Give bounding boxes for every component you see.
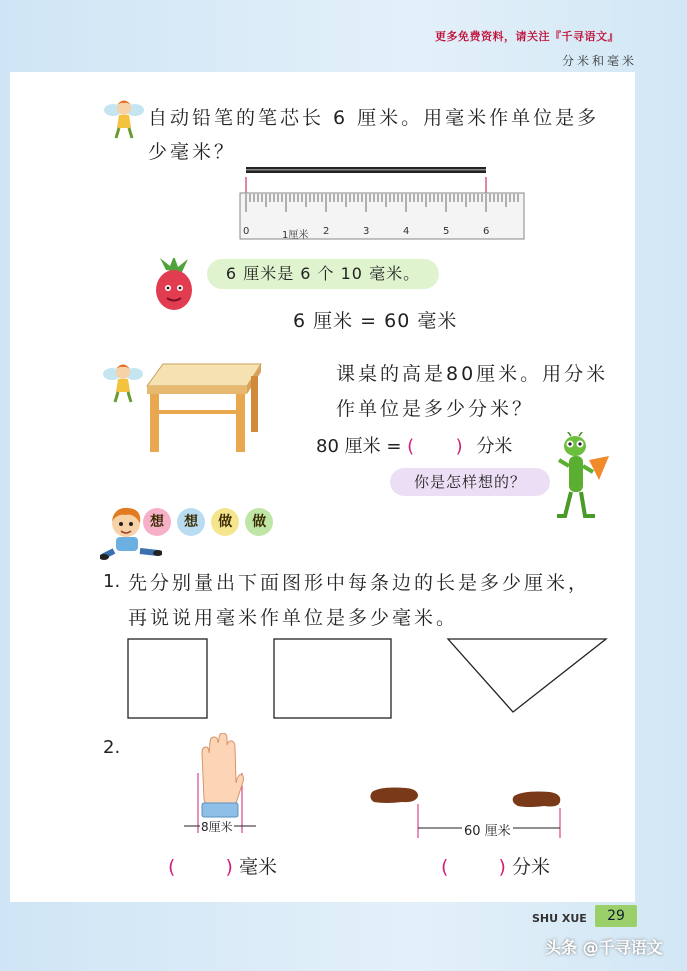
problem1-line1: 自动铅笔的笔芯长 6 厘米。用毫米作单位是多: [148, 107, 600, 129]
desk-illustration: [143, 360, 267, 454]
hand-length-label: 8厘米: [201, 820, 233, 834]
ruler-label-5: 5: [443, 226, 450, 237]
page-number-badge: 29: [595, 905, 637, 927]
rectangle-shape: [274, 639, 391, 718]
problem2-line1: 课桌的高是80厘米。用分米: [336, 363, 609, 385]
footprint-distance-label: 60 厘米: [462, 820, 513, 839]
foot-unit: 分米: [511, 856, 550, 878]
grasshopper-speech-bubble: 你是怎样想的？: [390, 468, 550, 496]
problem1-line2: 少毫米？: [148, 141, 237, 163]
fairy-icon: [102, 360, 144, 404]
equation-left: 80 厘米 =: [316, 436, 402, 457]
title-char-4: 做: [245, 508, 273, 536]
header-promo: 更多免费资料，请关注『千寻语文』: [435, 30, 619, 43]
equation-unit: 分米: [476, 436, 513, 457]
ruler-label-6: 6: [483, 226, 490, 237]
radish-speech-bubble: 6 厘米是 6 个 10 毫米。: [207, 259, 439, 289]
answer-paren-close: ): [455, 436, 463, 457]
title-char-3: 做: [211, 508, 239, 536]
question-1-line1: 先分别量出下面图形中每条边的长是多少厘米，: [128, 572, 591, 594]
problem2-equation: [316, 432, 512, 458]
answer-paren-open: (: [407, 436, 415, 457]
subject-label: SHU XUE: [532, 912, 587, 925]
question-2-number: 2.: [103, 737, 121, 758]
fairy-icon: [103, 96, 145, 140]
hand-unit: 毫米: [238, 856, 277, 878]
watermark: 头条 @千寻语文: [545, 938, 663, 957]
problem1-answer: 6 厘米 = 60 毫米: [293, 310, 458, 332]
hand-answer: [168, 852, 277, 879]
foot-answer: [441, 852, 550, 879]
grasshopper-character-icon: [555, 432, 611, 520]
ruler-label-1: 1厘米: [282, 230, 309, 241]
title-char-1: 想: [143, 508, 171, 536]
foot-paren-open: (: [441, 856, 449, 878]
question-1-number: 1.: [103, 571, 121, 592]
think-and-do-title: [143, 508, 274, 542]
ruler-label-4: 4: [403, 226, 410, 237]
ruler-label-0: 0: [243, 226, 250, 237]
triangle-shape: [448, 639, 606, 712]
foot-paren-close: ): [498, 856, 506, 878]
measurement-shapes: [120, 630, 615, 725]
question-1-line2: 再说说用毫米作单位是多少毫米。: [128, 607, 459, 629]
ruler-label-3: 3: [363, 226, 370, 237]
section-title: 分米和毫米: [561, 54, 637, 68]
ruler-labels: [238, 226, 526, 240]
ruler-label-2: 2: [323, 226, 330, 237]
problem2-line2: 作单位是多少分米？: [336, 398, 535, 420]
radish-character-icon: [148, 258, 200, 314]
title-char-2: 想: [177, 508, 205, 536]
hand-paren-close: ): [225, 856, 233, 878]
small-square-shape: [128, 639, 207, 718]
hand-paren-open: (: [168, 856, 176, 878]
